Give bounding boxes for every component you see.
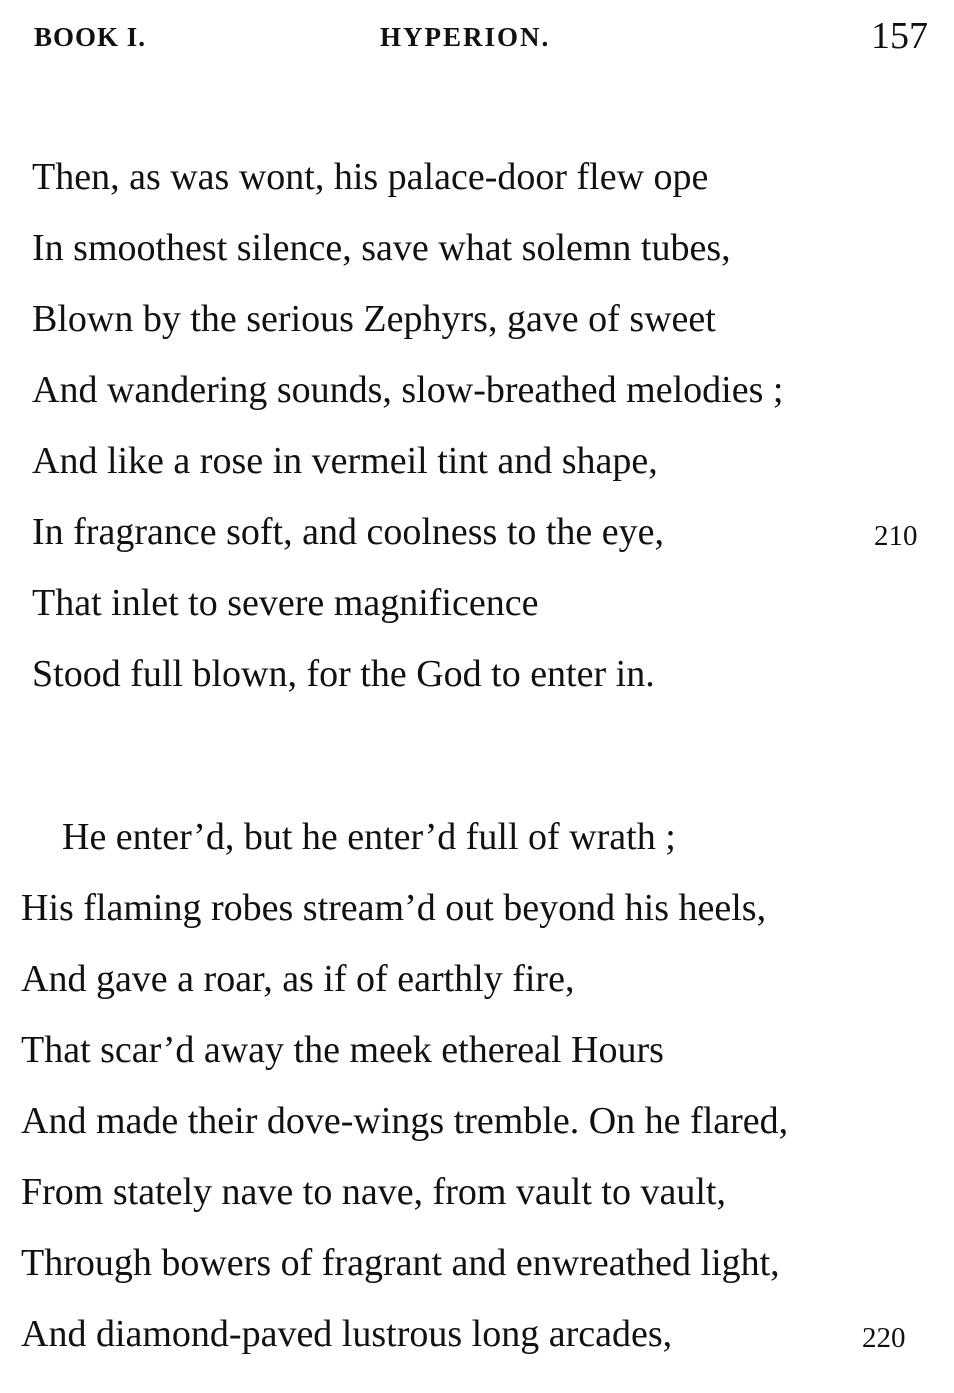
verse-line xyxy=(0,1236,954,1307)
verse-line-text: From stately nave to nave, from vault to vault, xyxy=(21,1171,726,1213)
verse-line xyxy=(0,952,954,1023)
verse-line xyxy=(0,150,954,221)
verse-line-text: He enter’d, but he enter’d full of wrath ; xyxy=(62,816,676,858)
verse-line-text: Then, as was wont, his palace-door flew ope xyxy=(32,156,709,198)
verse-line-text: And like a rose in vermeil tint and shape, xyxy=(32,440,658,482)
verse-line-text: In smoothest silence, save what solemn tubes, xyxy=(32,227,731,269)
verse-line xyxy=(0,1165,954,1236)
verse-line-text: That scar’d away the meek ethereal Hours xyxy=(21,1029,664,1071)
verse-line xyxy=(0,576,954,647)
line-number: 220 xyxy=(862,1322,906,1354)
verse-line xyxy=(0,505,954,576)
verse-line xyxy=(0,292,954,363)
verse-line-text: And gave a roar, as if of earthly fire, xyxy=(21,958,575,1000)
verse-line xyxy=(0,647,954,718)
line-number: 210 xyxy=(874,520,918,552)
verse-line-text: And wandering sounds, slow-breathed melodies ; xyxy=(32,369,784,411)
verse-line-text: Stood full blown, for the God to enter in. xyxy=(32,653,655,695)
verse-line xyxy=(0,1307,954,1378)
verse-line xyxy=(0,810,954,881)
stanza-2 xyxy=(0,810,954,1378)
verse-line xyxy=(0,434,954,505)
verse-line-text: In fragrance soft, and coolness to the eye, xyxy=(32,511,665,553)
verse-line-text: Through bowers of fragrant and enwreathed light, xyxy=(21,1242,780,1284)
verse-line xyxy=(0,1023,954,1094)
verse-line-text: And diamond-paved lustrous long arcades, xyxy=(21,1313,673,1355)
verse-line-text: That inlet to severe magnificence xyxy=(32,582,539,624)
verse-line xyxy=(0,363,954,434)
book-label: BOOK I. xyxy=(34,22,147,52)
verse-line xyxy=(0,881,954,952)
verse-line xyxy=(0,1094,954,1165)
verse-line-text: His flaming robes stream’d out beyond his heels, xyxy=(21,887,767,929)
verse-line xyxy=(0,221,954,292)
page-number: 157 xyxy=(871,15,928,57)
stanza-1 xyxy=(0,150,954,718)
verse-line-text: Blown by the serious Zephyrs, gave of sweet xyxy=(32,298,716,340)
running-head xyxy=(0,14,954,62)
running-title: HYPERION. xyxy=(380,22,551,52)
verse-line-text: And made their dove-wings tremble. On he flared, xyxy=(21,1100,789,1142)
